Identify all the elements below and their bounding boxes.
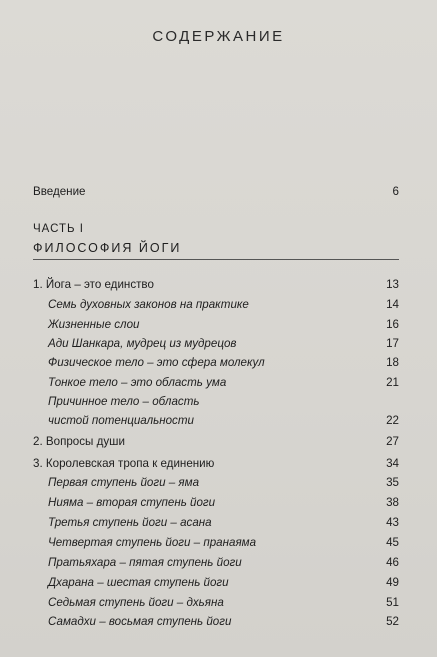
toc-entry-text: Физическое тело – это сфера молекул (48, 356, 265, 369)
toc-entry-page: 6 (392, 185, 399, 198)
toc-entry (33, 574, 399, 592)
toc-entry-page: 43 (386, 516, 399, 529)
toc-entry-page: 34 (386, 457, 399, 470)
part-title: ФИЛОСОФИЯ ЙОГИ (33, 241, 182, 255)
toc-entry-text: Четвертая ступень йоги – пранаяма (48, 536, 257, 549)
toc-entry-page: 27 (386, 435, 399, 448)
toc-entry-text: чистой потенциальности (48, 414, 194, 427)
toc-entry-page: 45 (386, 536, 399, 549)
toc-entry-text: Введение (33, 185, 86, 198)
toc-entry (33, 474, 399, 492)
toc-entry (33, 276, 399, 294)
part-label: ЧАСТЬ I (33, 223, 84, 235)
toc-entry (33, 613, 399, 631)
toc-entry-text: Третья ступень йоги – асана (48, 516, 212, 529)
toc-entry-text: Причинное тело – область (48, 395, 200, 408)
toc-entry-text: Дхарана – шестая ступень йоги (48, 576, 229, 589)
toc-entry-page: 13 (386, 278, 399, 291)
part-rule (33, 259, 399, 260)
toc-entry-page: 18 (386, 356, 399, 369)
toc-entry-page: 51 (386, 596, 399, 609)
toc-entry (33, 354, 399, 372)
toc-entry (33, 554, 399, 572)
toc-entry (33, 534, 399, 552)
toc-entry-page: 49 (386, 576, 399, 589)
toc-entry-intro (33, 183, 399, 201)
toc-entry-page: 21 (386, 376, 399, 389)
toc-entry-page: 52 (386, 615, 399, 628)
toc-entry (33, 374, 399, 392)
toc-entry-text: Самадхи – восьмая ступень йоги (48, 615, 232, 628)
toc-entry-page: 46 (386, 556, 399, 569)
toc-entry-text: Нияма – вторая ступень йоги (48, 496, 216, 509)
toc-entry-text: Жизненные слои (48, 318, 140, 331)
toc-entry (33, 455, 399, 473)
toc-entry-page: 38 (386, 496, 399, 509)
toc-entry (33, 412, 399, 430)
toc-entry (33, 514, 399, 532)
page-title: СОДЕРЖАНИЕ (152, 28, 285, 45)
toc-entry (33, 296, 399, 314)
toc-entry-page: 14 (386, 298, 399, 311)
toc-entry-text: Пратьяхара – пятая ступень йоги (48, 556, 242, 569)
toc-entry-text: Ади Шанкара, мудрец из мудрецов (48, 337, 237, 350)
toc-entry-page: 22 (386, 414, 399, 427)
toc-entry (33, 316, 399, 334)
toc-entry-text: 3. Королевская тропа к единению (33, 457, 215, 470)
toc-entry-page: 17 (386, 337, 399, 350)
toc-entry-text: Седьмая ступень йоги – дхьяна (48, 596, 224, 609)
toc-entry-page: 35 (386, 476, 399, 489)
toc-entry (33, 433, 399, 451)
toc-entry-text: 1. Йога – это единство (33, 278, 154, 291)
toc-entry-text: Первая ступень йоги – яма (48, 476, 200, 489)
toc-entry (33, 335, 399, 353)
toc-entry (33, 594, 399, 612)
toc-entry (33, 393, 399, 411)
toc-entry-text: Тонкое тело – это область ума (48, 376, 227, 389)
toc-entry-text: Семь духовных законов на практике (48, 298, 249, 311)
toc-entry-page: 16 (386, 318, 399, 331)
toc-entry-text: 2. Вопросы души (33, 435, 125, 448)
toc-entry (33, 494, 399, 512)
